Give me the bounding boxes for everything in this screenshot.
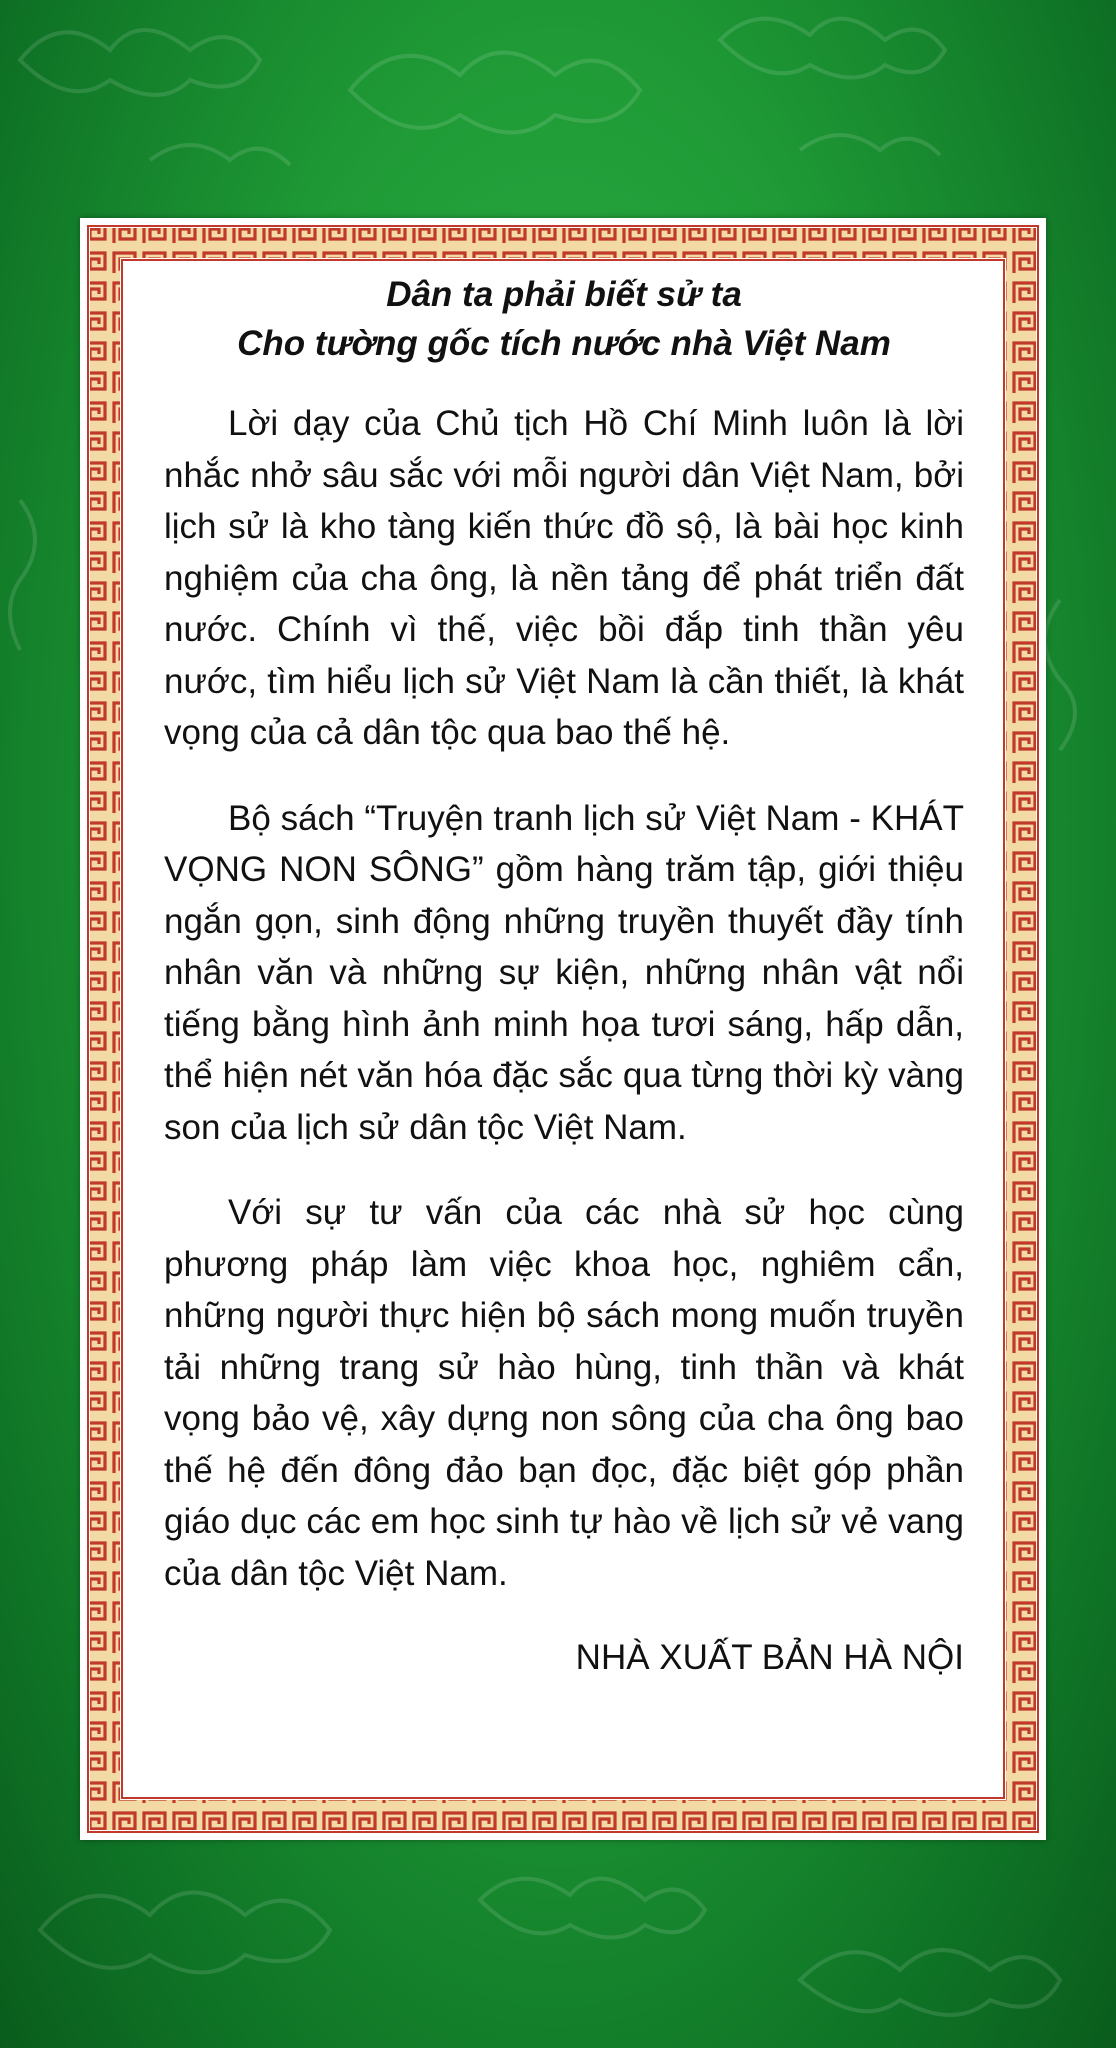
- epigraph-line-1: Dân ta phải biết sử ta: [386, 275, 742, 314]
- epigraph: [164, 270, 964, 368]
- publisher-name: NHÀ XUẤT BẢN HÀ NỘI: [575, 1638, 964, 1677]
- paragraph-2: Bộ sách “Truyện tranh lịch sử Việt Nam - KHÁT VỌNG NON SÔNG” gồm hàng trăm tập, giới thiệu ngắn gọn, sinh động những truyền thuyết đầy tính nhân văn và những sự kiện, những nhân vật nổi tiếng bằng hình ảnh minh họa tươi sáng, hấp dẫn, thể hiện nét văn hóa đặc sắc qua từng thời kỳ vàng son của lịch sử dân tộc Việt Nam.: [164, 798, 964, 1147]
- text-frame: [80, 218, 1046, 1840]
- paragraph-3: Với sự tư vấn của các nhà sử học cùng phương pháp làm việc khoa học, nghiêm cẩn, những người thực hiện bộ sách mong muốn truyền tải những trang sử hào hùng, tinh thần và khát vọng bảo vệ, xây dựng non sông của cha ông bao thế hệ đến đông đảo bạn đọc, đặc biệt góp phần giáo dục các em học sinh tự hào về lịch sử vẻ vang của dân tộc Việt Nam.: [164, 1193, 964, 1593]
- content-area: [164, 270, 964, 1683]
- paragraph-1: Lời dạy của Chủ tịch Hồ Chí Minh luôn là lời nhắc nhở sâu sắc với mỗi người dân Việt Nam, bởi lịch sử là kho tàng kiến thức đồ sộ, là bài học kinh nghiệm của cha ông, là nền tảng để phát triển đất nước. Chính vì thế, việc bồi đắp tinh thần yêu nước, tìm hiểu lịch sử Việt Nam là cần thiết, là khát vọng của cả dân tộc qua bao thế hệ.: [164, 404, 964, 752]
- epigraph-line-2: Cho tường gốc tích nước nhà Việt Nam: [237, 324, 891, 363]
